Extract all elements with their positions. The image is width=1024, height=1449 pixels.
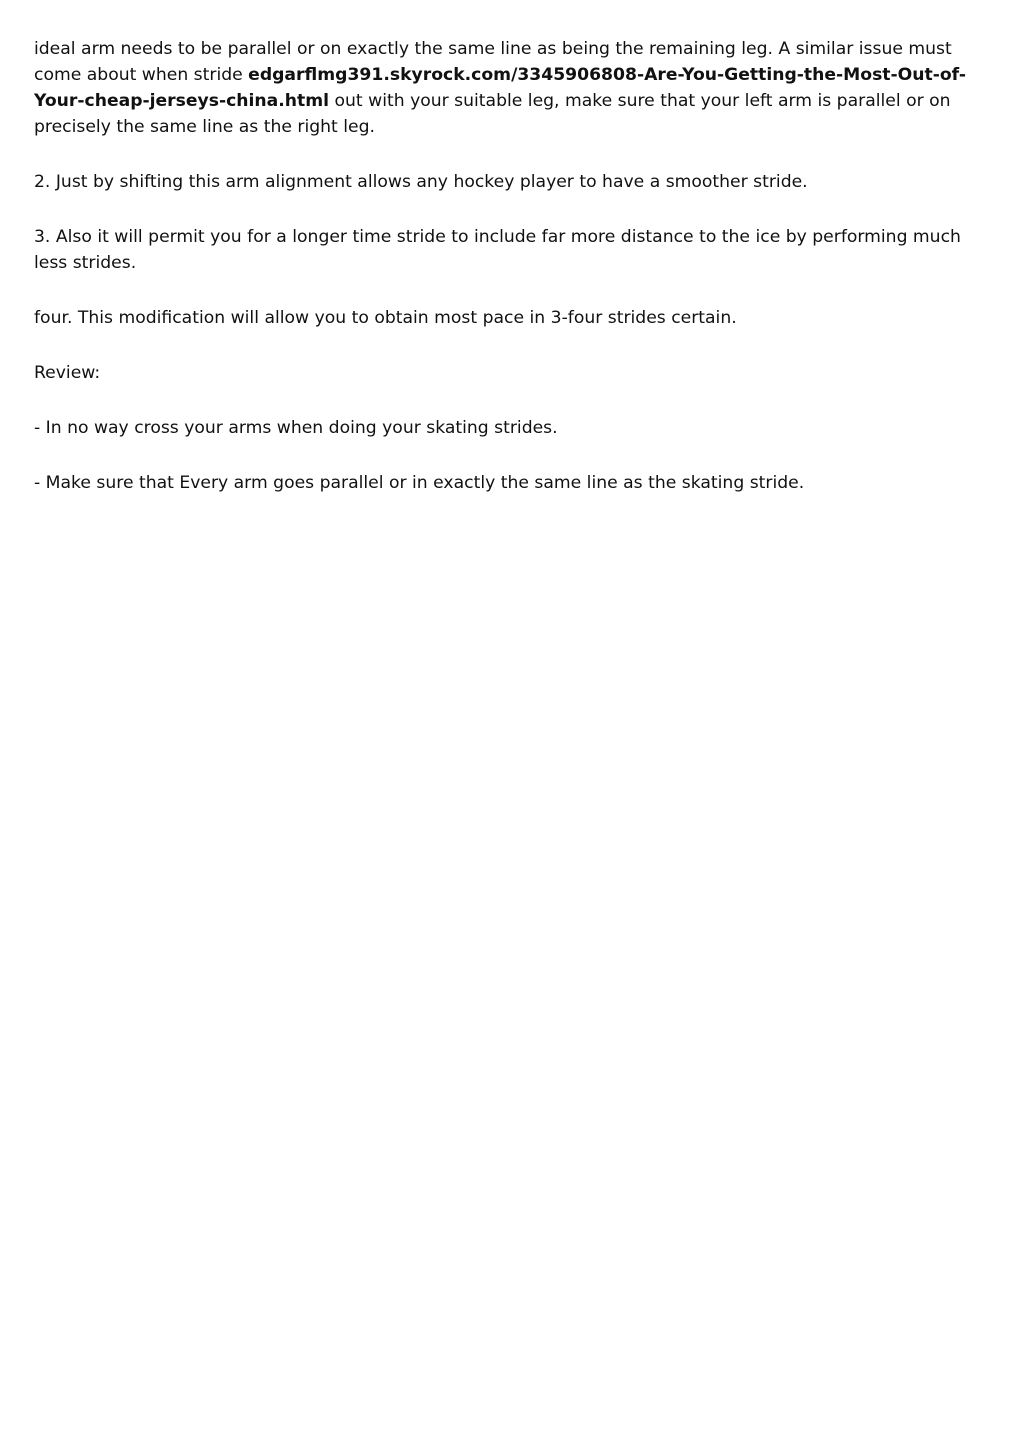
- paragraph-point-3: 3. Also it will permit you for a longer time stride to include far more distance to the ice by performing much less strides.: [34, 227, 961, 273]
- review-bullet-2: - Make sure that Every arm goes parallel or in exactly the same line as the skating stride.: [34, 473, 805, 493]
- paragraph-text-start: ideal arm needs to be parallel or on exactly the same line as being the remaining leg. A similar issue must come about when stride: [34, 39, 952, 85]
- paragraph-text-end: out with your suitable leg, make sure that your left arm is parallel or on precisely the same line as the right leg.: [34, 91, 951, 137]
- bold-url-text: edgarflmg391.skyrock.com/3345906808-Are-You-Getting-the-Most-Out-of-Your-cheap-jerseys-china.html: [34, 65, 966, 111]
- document-body: [34, 36, 994, 525]
- review-heading: Review:: [34, 363, 101, 383]
- paragraph-point-4: four. This modification will allow you to obtain most pace in 3-four strides certain.: [34, 308, 737, 328]
- paragraph-point-2: 2. Just by shifting this arm alignment allows any hockey player to have a smoother stride.: [34, 172, 808, 192]
- review-bullet-1: - In no way cross your arms when doing your skating strides.: [34, 418, 558, 438]
- paragraph-arm-alignment: [34, 36, 994, 140]
